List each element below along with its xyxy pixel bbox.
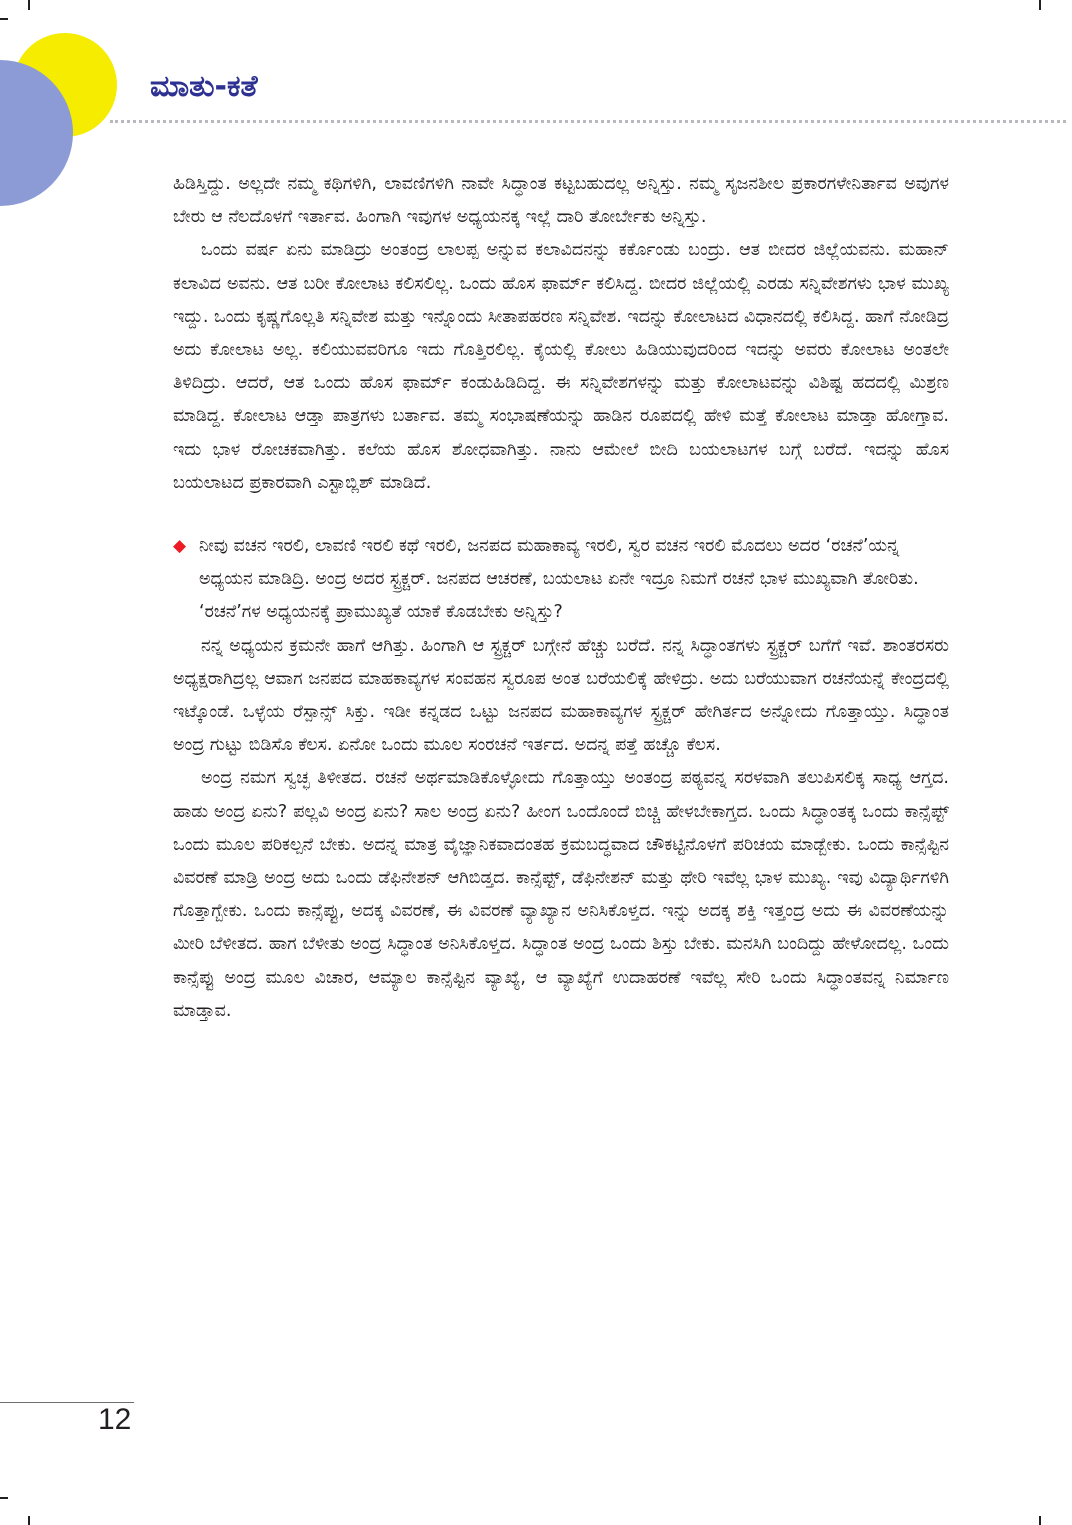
crop-mark-left-upper xyxy=(0,18,8,20)
crop-mark-left-lower xyxy=(0,1497,8,1499)
interview-question xyxy=(173,530,949,630)
section-title: ಮಾತು-ಕತೆ xyxy=(150,69,258,104)
answer-paragraph: ಅಂದ್ರ ನಮಗ ಸ್ವಚ್ಛ ತಿಳೀತದ. ರಚನೆ ಅರ್ಥಮಾಡಿಕೊಳ್ಳೋದು ಗೊತ್ತಾಯ್ತು ಅಂತಂದ್ರ ಪಠ್ಯವನ್ನ ಸರಳವಾಗಿ ತಲುಪಿಸಲಿಕ್ಕ ಸಾಧ್ಯ ಆಗ್ತದ. ಹಾಡು ಅಂದ್ರ ಏನು? ಪಲ್ಲವಿ ಅಂದ್ರ ಏನು? ಸಾಲ ಅಂದ್ರ ಏನು? ಹೀಂಗ ಒಂದೊಂದೆ ಬಿಚ್ಚಿ ಹೇಳಬೇಕಾಗ್ತದ. ಒಂದು ಸಿದ್ಧಾಂತಕ್ಕ ಒಂದು ಕಾನ್ಸೆಪ್ಟ್ ಒಂದು ಮೂಲ ಪರಿಕಲ್ಪನೆ ಬೇಕು. ಅದನ್ನ ಮಾತ್ರ ವೈಜ್ಞಾನಿಕವಾದಂತಹ ಕ್ರಮಬದ್ಧವಾದ ಚೌಕಟ್ಟಿನೊಳಗೆ ಪರಿಚಯ ಮಾಡ್ಬೇಕು. ಒಂದು ಕಾನ್ಸೆಪ್ಟಿನ ವಿವರಣೆ ಮಾಡ್ರಿ ಅಂದ್ರ ಅದು ಒಂದು ಡೆಫಿನೇಶನ್ ಆಗಿಬಿಡ್ತದ. ಕಾನ್ಸೆಪ್ಟ್, ಡೆಫಿನೇಶನ್ ಮತ್ತು ಥೇರಿ ಇವೆಲ್ಲ ಭಾಳ ಮುಖ್ಯ. ಇವು ವಿದ್ಯಾರ್ಥಿಗಳಿಗಿ ಗೊತ್ತಾಗ್ಬೇಕು. ಒಂದು ಕಾನ್ಸೆಪ್ಟು, ಅದಕ್ಕ ವಿವರಣೆ, ಈ ವಿವರಣೆ ವ್ಯಾಖ್ಯಾನ ಅನಿಸಿಕೊಳ್ತದ. ಇನ್ನು ಅದಕ್ಕ ಶಕ್ತಿ ಇತ್ತಂದ್ರ ಅದು ಈ ವಿವರಣೆಯನ್ನು ಮೀರಿ ಬೆಳೀತದ. ಹಾಗ ಬೆಳೀತು ಅಂದ್ರ ಸಿದ್ಧಾಂತ ಅನಿಸಿಕೊಳ್ತದ. ಸಿದ್ಧಾಂತ ಅಂದ್ರ ಒಂದು ಶಿಸ್ತು ಬೇಕು. ಮನಸಿಗಿ ಬಂದಿದ್ದು ಹೇಳೋದಲ್ಲ. ಒಂದು ಕಾನ್ಸೆಪ್ಟು ಅಂದ್ರ ಮೂಲ ವಿಚಾರ, ಆಮ್ಯಾಲ ಕಾನ್ಸೆಪ್ಟಿನ ವ್ಯಾಖ್ಯೆ, ಆ ವ್ಯಾಖ್ಯೆಗೆ ಉದಾಹರಣೆ ಇವೆಲ್ಲ ಸೇರಿ ಒಂದು ಸಿದ್ಧಾಂತವನ್ನ ನಿರ್ಮಾಣ ಮಾಡ್ತಾವ. xyxy=(173,768,949,1021)
crop-mark-bottom-left xyxy=(28,1516,30,1525)
answer-paragraph: ನನ್ನ ಅಧ್ಯಯನ ಕ್ರಮನೇ ಹಾಗೆ ಆಗಿತ್ತು. ಹಿಂಗಾಗಿ ಆ ಸ್ಟ್ರಕ್ಚರ್ ಬಗ್ಗೇನೆ ಹೆಚ್ಚು ಬರೆದೆ. ನನ್ನ ಸಿದ್ಧಾಂತಗಳು ಸ್ಟ್ರಕ್ಚರ್ ಬಗೆಗೆ ಇವೆ. ಶಾಂತರಸರು ಅಧ್ಯಕ್ಷರಾಗಿದ್ರಲ್ಲ ಆವಾಗ ಜನಪದ ಮಾಹಕಾವ್ಯಗಳ ಸಂವಹನ ಸ್ವರೂಪ ಅಂತ ಬರೆಯಲಿಕ್ಕೆ ಹೇಳಿದ್ರು. ಅದು ಬರೆಯುವಾಗ ರಚನೆಯನ್ನೆ ಕೇಂದ್ರದಲ್ಲಿ ಇಟ್ಕೊಂಡೆ. ಒಳ್ಳೆಯ ರೆಸ್ಪಾನ್ಸ್ ಸಿಕ್ತು. ಇಡೀ ಕನ್ನಡದ ಒಟ್ಟು ಜನಪದ ಮಹಾಕಾವ್ಯಗಳ ಸ್ಟ್ರಕ್ಚರ್ ಹೇಗಿರ್ತದ ಅನ್ನೋದು ಗೊತ್ತಾಯ್ತು. ಸಿದ್ಧಾಂತ ಅಂದ್ರ ಗುಟ್ಟು ಬಿಡಿಸೊ ಕೆಲಸ. ಏನೋ ಒಂದು ಮೂಲ ಸಂರಚನೆ ಇರ್ತದ. ಅದನ್ನ ಪತ್ತೆ ಹಚ್ಚೊ ಕೆಲಸ. xyxy=(173,635,949,756)
section-gap xyxy=(173,500,949,530)
question-text: ನೀವು ವಚನ ಇರಲಿ, ಲಾವಣಿ ಇರಲಿ ಕಥೆ ಇರಲಿ, ಜನಪದ ಮಹಾಕಾವ್ಯ ಇರಲಿ, ಸ್ವರ ವಚನ ಇರಲಿ ಮೊದಲು ಅದರ ‘ರಚನೆ’ಯನ್ನ ಅಧ್ಯಯನ ಮಾಡಿದ್ರಿ. ಅಂದ್ರ ಅದರ ಸ್ಟ್ರಕ್ಚರ್. ಜನಪದ ಆಚರಣೆ, ಬಯಲಾಟ ಏನೇ ಇದ್ರೂ ನಿಮಗೆ ರಚನೆ ಭಾಳ ಮುಖ್ಯವಾಗಿ ತೋರಿತು. ‘ರಚನೆ’ಗಳ ಅಧ್ಯಯನಕ್ಕೆ ಪ್ರಾಮುಖ್ಯತೆ ಯಾಕೆ ಕೊಡಬೇಕು ಅನ್ನಿಸ್ತು? xyxy=(199,536,919,623)
decorative-circles xyxy=(0,0,150,220)
crop-mark-top-left xyxy=(28,0,30,10)
paragraph: ಒಂದು ವರ್ಷ ಏನು ಮಾಡಿದ್ರು ಅಂತಂದ್ರ ಲಾಲಪ್ಪ ಅನ್ನುವ ಕಲಾವಿದನನ್ನು ಕರ್ಕೊಂಡು ಬಂದ್ರು. ಆತ ಬೀದರ ಜಿಲ್ಲೆಯವನು. ಮಹಾನ್ ಕಲಾವಿದ ಅವನು. ಆತ ಬರೀ ಕೋಲಾಟ ಕಲಿಸಲಿಲ್ಲ. ಒಂದು ಹೊಸ ಫಾರ್ಮ್ ಕಲಿಸಿದ್ದ. ಬೀದರ ಜಿಲ್ಲೆಯಲ್ಲಿ ಎರಡು ಸನ್ನಿವೇಶಗಳು ಭಾಳ ಮುಖ್ಯ ಇದ್ದು. ಒಂದು ಕೃಷ್ಣಗೊಲ್ಲತಿ ಸನ್ನಿವೇಶ ಮತ್ತು ಇನ್ನೊಂದು ಸೀತಾಪಹರಣ ಸನ್ನಿವೇಶ. ಇದನ್ನು ಕೋಲಾಟದ ವಿಧಾನದಲ್ಲಿ ಕಲಿಸಿದ್ದ. ಹಾಗೆ ನೋಡಿದ್ರ ಅದು ಕೋಲಾಟ ಅಲ್ಲ. ಕಲಿಯುವವರಿಗೂ ಇದು ಗೊತ್ತಿರಲಿಲ್ಲ. ಕೈಯಲ್ಲಿ ಕೋಲು ಹಿಡಿಯುವುದರಿಂದ ಇದನ್ನು ಅವರು ಕೋಲಾಟ ಅಂತಲೇ ತಿಳಿದಿದ್ರು. ಆದರೆ, ಆತ ಒಂದು ಹೊಸ ಫಾರ್ಮ್ ಕಂಡುಹಿಡಿದಿದ್ದ. ಈ ಸನ್ನಿವೇಶಗಳನ್ನು ಮತ್ತು ಕೋಲಾಟವನ್ನು ವಿಶಿಷ್ಟ ಹದದಲ್ಲಿ ಮಿಶ್ರಣ ಮಾಡಿದ್ದ. ಕೋಲಾಟ ಆಡ್ತಾ ಪಾತ್ರಗಳು ಬರ್ತಾವ. ತಮ್ಮ ಸಂಭಾಷಣೆಯನ್ನು ಹಾಡಿನ ರೂಪದಲ್ಲಿ ಹೇಳಿ ಮತ್ತೆ ಕೋಲಾಟ ಮಾಡ್ತಾ ಹೋಗ್ತಾವ. ಇದು ಭಾಳ ರೋಚಕವಾಗಿತ್ತು. ಕಲೆಯ ಹೊಸ ಶೋಧವಾಗಿತ್ತು. ನಾನು ಆಮೇಲೆ ಬೀದಿ ಬಯಲಾಟಗಳ ಬಗ್ಗೆ ಬರೆದೆ. ಇದನ್ನು ಹೊಸ ಬಯಲಾಟದ ಪ್ರಕಾರವಾಗಿ ಎಸ್ಟಾಬ್ಲಿಶ್ ಮಾಡಿದೆ. xyxy=(173,240,949,493)
diamond-bullet-icon: ◆ xyxy=(173,536,187,557)
header-dotted-rule xyxy=(110,120,1066,123)
article-body xyxy=(173,168,949,1028)
crop-mark-bottom-right xyxy=(1039,1516,1041,1525)
crop-mark-top-right xyxy=(1039,0,1041,10)
paragraph: ಹಿಡಿಸ್ತಿದ್ದು. ಅಲ್ಲದೇ ನಮ್ಮ ಕಥಿಗಳಿಗಿ, ಲಾವಣಿಗಳಿಗಿ ನಾವೇ ಸಿದ್ಧಾಂತ ಕಟ್ಟಬಹುದಲ್ಲ ಅನ್ನಿಸ್ತು. ನಮ್ಮ ಸೃಜನಶೀಲ ಪ್ರಕಾರಗಳೇನಿರ್ತಾವ ಅವುಗಳ ಬೇರು ಆ ನೆಲದೊಳಗೆ ಇರ್ತಾವ. ಹಿಂಗಾಗಿ ಇವುಗಳ ಅಧ್ಯಯನಕ್ಕ ಇಲ್ಲೆ ದಾರಿ ತೋರ್ಬೇಕು ಅನ್ನಿಸ್ತು. xyxy=(173,174,949,228)
page-number: 12 xyxy=(98,1403,132,1436)
